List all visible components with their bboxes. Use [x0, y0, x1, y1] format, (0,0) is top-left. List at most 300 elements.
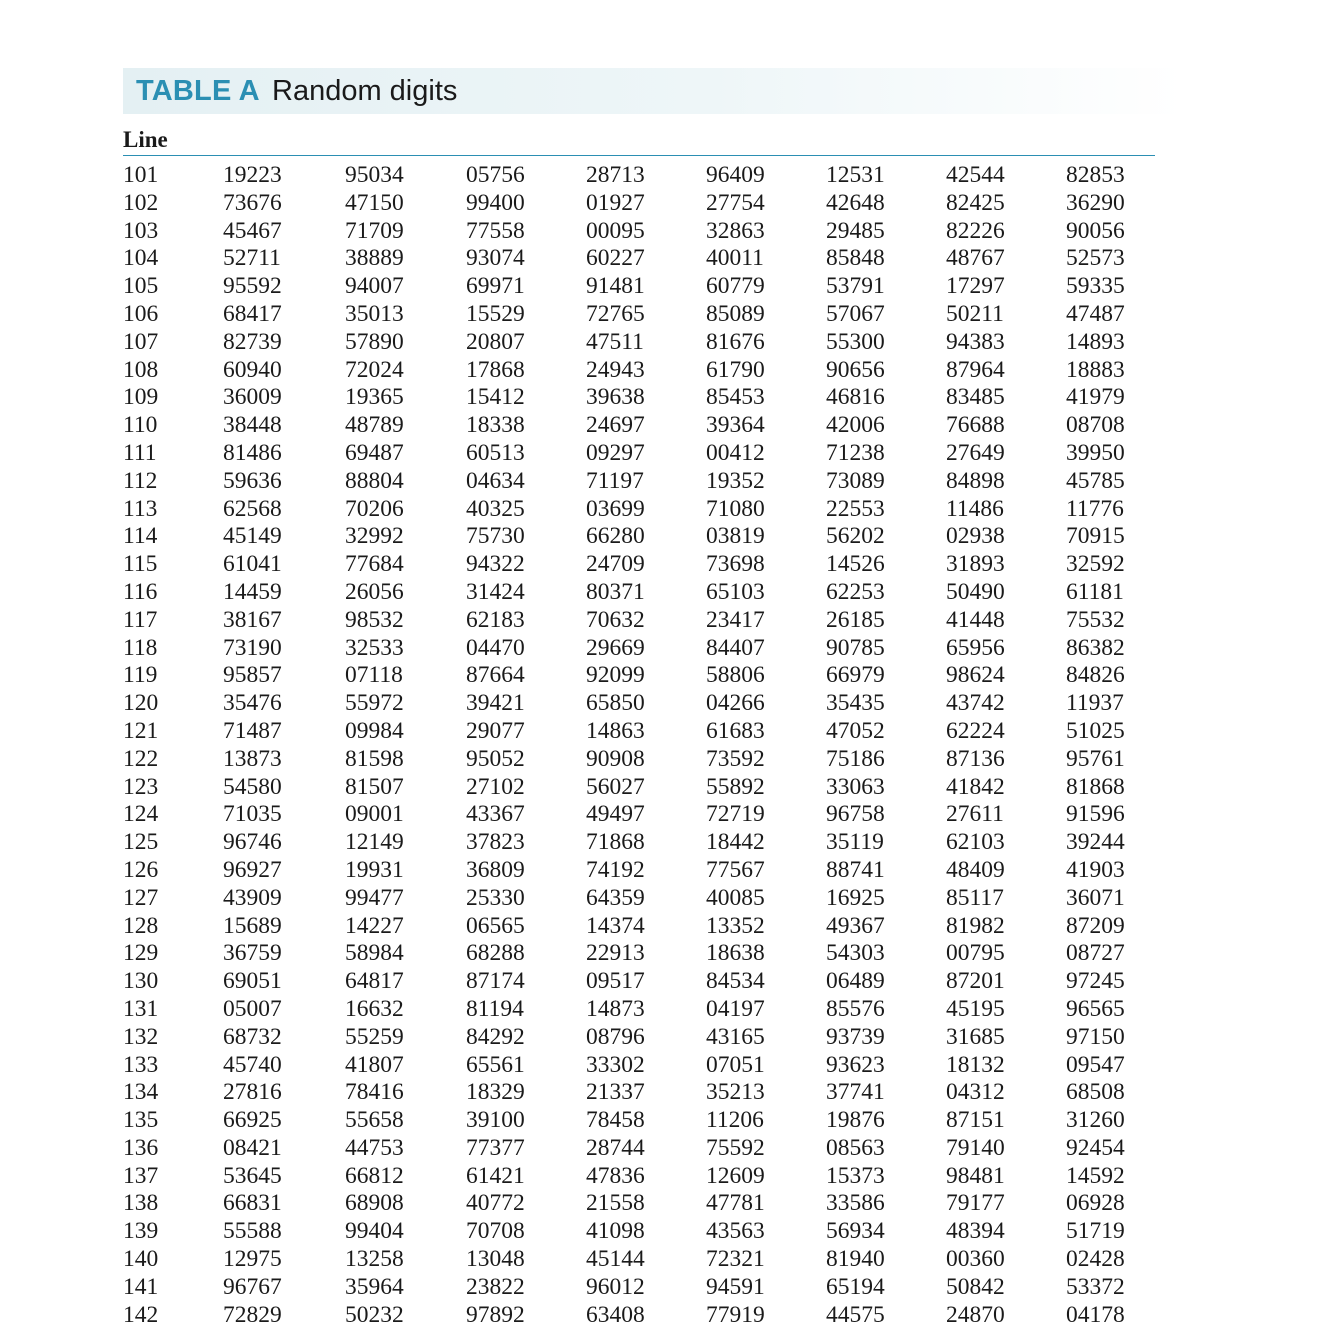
digit-group: 59636	[223, 467, 282, 494]
line-number: 122	[123, 745, 159, 772]
table-row	[0, 774, 1334, 802]
digit-group: 36809	[466, 856, 525, 883]
digit-group: 94322	[466, 551, 525, 578]
digit-group: 65850	[586, 690, 645, 717]
table-row	[0, 1107, 1334, 1135]
digit-group: 40085	[706, 884, 765, 911]
digit-group: 98481	[946, 1162, 1005, 1189]
digit-group: 39638	[586, 384, 645, 411]
digit-group: 66979	[826, 662, 885, 689]
digit-group: 41842	[946, 773, 1005, 800]
table-row	[0, 801, 1334, 829]
digit-group: 81940	[826, 1246, 885, 1273]
line-number: 110	[123, 412, 158, 439]
digit-group: 09547	[1066, 1051, 1125, 1078]
digit-group: 21558	[586, 1190, 645, 1217]
digit-group: 00095	[586, 217, 645, 244]
digit-group: 69051	[223, 968, 282, 995]
digit-group: 73698	[706, 551, 765, 578]
digit-group: 84898	[946, 467, 1005, 494]
digit-group: 91596	[1066, 801, 1125, 828]
digit-group: 84407	[706, 634, 765, 661]
digit-group: 62253	[826, 578, 885, 605]
digit-group: 61421	[466, 1162, 525, 1189]
digit-group: 84534	[706, 968, 765, 995]
digit-group: 36071	[1066, 884, 1125, 911]
digit-group: 85848	[826, 245, 885, 272]
table-row	[0, 468, 1334, 496]
line-number: 118	[123, 634, 158, 661]
line-number: 140	[123, 1246, 159, 1273]
digit-group: 51719	[1066, 1218, 1125, 1245]
digit-group: 45195	[946, 995, 1005, 1022]
digit-group: 47836	[586, 1162, 645, 1189]
table-row	[0, 718, 1334, 746]
digit-group: 96758	[826, 801, 885, 828]
line-number: 124	[123, 801, 159, 828]
digit-group: 72829	[223, 1301, 282, 1328]
digit-group: 45144	[586, 1246, 645, 1273]
digit-group: 58984	[345, 940, 404, 967]
line-number: 142	[123, 1301, 159, 1328]
digit-group: 71868	[586, 829, 645, 856]
digit-group: 43367	[466, 801, 525, 828]
table-row	[0, 496, 1334, 524]
digit-group: 82226	[946, 217, 1005, 244]
digit-group: 47150	[345, 189, 404, 216]
digit-group: 11486	[946, 495, 1004, 522]
digit-group: 13873	[223, 745, 282, 772]
digit-group: 65956	[946, 634, 1005, 661]
digit-group: 64359	[586, 884, 645, 911]
line-number: 125	[123, 829, 159, 856]
digit-group: 31893	[946, 551, 1005, 578]
digit-group: 62103	[946, 829, 1005, 856]
line-number: 135	[123, 1107, 159, 1134]
digit-group: 14459	[223, 578, 282, 605]
digit-group: 61041	[223, 551, 282, 578]
digit-group: 81194	[466, 995, 524, 1022]
digit-group: 66925	[223, 1107, 282, 1134]
line-number: 112	[123, 467, 158, 494]
digit-group: 41807	[345, 1051, 404, 1078]
digit-group: 79177	[946, 1190, 1005, 1217]
line-number: 137	[123, 1162, 159, 1189]
digit-group: 84292	[466, 1023, 525, 1050]
table-row	[0, 1163, 1334, 1191]
digit-group: 94383	[946, 328, 1005, 355]
digit-group: 92454	[1066, 1134, 1125, 1161]
digit-group: 46816	[826, 384, 885, 411]
digit-group: 41979	[1066, 384, 1125, 411]
digit-group: 70915	[1066, 523, 1125, 550]
digit-group: 43563	[706, 1218, 765, 1245]
digit-group: 39950	[1066, 439, 1125, 466]
table-row	[0, 1246, 1334, 1274]
table-row	[0, 829, 1334, 857]
table-row	[0, 329, 1334, 357]
digit-group: 57890	[345, 328, 404, 355]
digit-group: 11776	[1066, 495, 1124, 522]
table-row	[0, 301, 1334, 329]
digit-group: 18329	[466, 1079, 525, 1106]
digit-group: 71035	[223, 801, 282, 828]
digit-group: 19931	[345, 856, 404, 883]
digit-group: 99400	[466, 189, 525, 216]
digit-group: 08708	[1066, 412, 1125, 439]
line-number: 102	[123, 189, 159, 216]
line-number: 121	[123, 717, 159, 744]
digit-group: 01927	[586, 189, 645, 216]
digit-group: 33302	[586, 1051, 645, 1078]
digit-group: 87151	[946, 1107, 1005, 1134]
digit-group: 75532	[1066, 606, 1125, 633]
line-number: 134	[123, 1079, 159, 1106]
digit-group: 66280	[586, 523, 645, 550]
digit-group: 73190	[223, 634, 282, 661]
digit-group: 98532	[345, 606, 404, 633]
table-row	[0, 857, 1334, 885]
digit-group: 60940	[223, 356, 282, 383]
digit-group: 86382	[1066, 634, 1125, 661]
digit-group: 52711	[223, 245, 281, 272]
digit-group: 27102	[466, 773, 525, 800]
table-label: TABLE A	[136, 75, 260, 107]
digit-group: 95857	[223, 662, 282, 689]
digit-group: 96409	[706, 162, 765, 188]
line-number: 108	[123, 356, 159, 383]
digit-group: 45149	[223, 523, 282, 550]
line-number: 101	[123, 162, 159, 188]
digit-group: 99404	[345, 1218, 404, 1245]
digit-group: 60779	[706, 273, 765, 300]
digit-group: 54303	[826, 940, 885, 967]
digit-group: 98624	[946, 662, 1005, 689]
random-digits-table-body	[0, 162, 1334, 1329]
digit-group: 39421	[466, 690, 525, 717]
digit-group: 05007	[223, 995, 282, 1022]
digit-group: 96746	[223, 829, 282, 856]
digit-group: 56934	[826, 1218, 885, 1245]
digit-group: 72719	[706, 801, 765, 828]
digit-group: 48767	[946, 245, 1005, 272]
digit-group: 71709	[345, 217, 404, 244]
line-number: 117	[123, 606, 158, 633]
digit-group: 60513	[466, 439, 525, 466]
digit-group: 29485	[826, 217, 885, 244]
digit-group: 37741	[826, 1079, 885, 1106]
digit-group: 00795	[946, 940, 1005, 967]
digit-group: 24870	[946, 1301, 1005, 1328]
digit-group: 27816	[223, 1079, 282, 1106]
line-number: 109	[123, 384, 159, 411]
digit-group: 24709	[586, 551, 645, 578]
digit-group: 50232	[345, 1301, 404, 1328]
digit-group: 73676	[223, 189, 282, 216]
digit-group: 08421	[223, 1134, 282, 1161]
digit-group: 51025	[1066, 717, 1125, 744]
digit-group: 26056	[345, 578, 404, 605]
digit-group: 62224	[946, 717, 1005, 744]
digit-group: 64817	[345, 968, 404, 995]
digit-group: 08727	[1066, 940, 1125, 967]
digit-group: 41098	[586, 1218, 645, 1245]
digit-group: 71487	[223, 717, 282, 744]
digit-group: 47511	[586, 328, 644, 355]
digit-group: 52573	[1066, 245, 1125, 272]
digit-group: 18132	[946, 1051, 1005, 1078]
digit-group: 18638	[706, 940, 765, 967]
table-row	[0, 913, 1334, 941]
digit-group: 04470	[466, 634, 525, 661]
digit-group: 73592	[706, 745, 765, 772]
digit-group: 81982	[946, 912, 1005, 939]
digit-group: 11937	[1066, 690, 1124, 717]
digit-group: 95592	[223, 273, 282, 300]
digit-group: 14592	[1066, 1162, 1125, 1189]
digit-group: 38889	[345, 245, 404, 272]
table-row	[0, 190, 1334, 218]
digit-group: 08563	[826, 1134, 885, 1161]
digit-group: 55658	[345, 1107, 404, 1134]
line-number: 106	[123, 300, 159, 327]
digit-group: 96565	[1066, 995, 1125, 1022]
digit-group: 65561	[466, 1051, 525, 1078]
digit-group: 73089	[826, 467, 885, 494]
digit-group: 95052	[466, 745, 525, 772]
digit-group: 26185	[826, 606, 885, 633]
digit-group: 65194	[826, 1273, 885, 1300]
line-number: 136	[123, 1134, 159, 1161]
line-number: 132	[123, 1023, 159, 1050]
table-row	[0, 968, 1334, 996]
digit-group: 81507	[345, 773, 404, 800]
table-row	[0, 1135, 1334, 1163]
digit-group: 77377	[466, 1134, 525, 1161]
digit-group: 00360	[946, 1246, 1005, 1273]
line-number: 126	[123, 856, 159, 883]
line-number: 138	[123, 1190, 159, 1217]
digit-group: 12975	[223, 1246, 282, 1273]
table-row	[0, 885, 1334, 913]
digit-group: 03699	[586, 495, 645, 522]
digit-group: 55588	[223, 1218, 282, 1245]
digit-group: 87664	[466, 662, 525, 689]
digit-group: 41448	[946, 606, 1005, 633]
line-number: 107	[123, 328, 159, 355]
table-row	[0, 1190, 1334, 1218]
digit-group: 23822	[466, 1273, 525, 1300]
digit-group: 32592	[1066, 551, 1125, 578]
digit-group: 32533	[345, 634, 404, 661]
line-number: 113	[123, 495, 158, 522]
digit-group: 39364	[706, 412, 765, 439]
digit-group: 43909	[223, 884, 282, 911]
table-row	[0, 273, 1334, 301]
digit-group: 04178	[1066, 1301, 1125, 1328]
digit-group: 50842	[946, 1273, 1005, 1300]
table-row	[0, 746, 1334, 774]
digit-group: 16925	[826, 884, 885, 911]
digit-group: 75592	[706, 1134, 765, 1161]
table-row	[0, 940, 1334, 968]
digit-group: 02428	[1066, 1246, 1125, 1273]
digit-group: 35964	[345, 1273, 404, 1300]
digit-group: 29669	[586, 634, 645, 661]
digit-group: 77684	[345, 551, 404, 578]
digit-group: 72765	[586, 300, 645, 327]
table-row	[0, 1024, 1334, 1052]
digit-group: 25330	[466, 884, 525, 911]
digit-group: 12149	[345, 829, 404, 856]
digit-group: 71197	[586, 467, 644, 494]
digit-group: 36009	[223, 384, 282, 411]
digit-group: 87174	[466, 968, 525, 995]
digit-group: 72024	[345, 356, 404, 383]
digit-group: 77558	[466, 217, 525, 244]
table-row	[0, 551, 1334, 579]
digit-group: 35213	[706, 1079, 765, 1106]
digit-group: 35119	[826, 829, 884, 856]
digit-group: 53372	[1066, 1273, 1125, 1300]
digit-group: 04266	[706, 690, 765, 717]
digit-group: 87209	[1066, 912, 1125, 939]
table-row	[0, 1274, 1334, 1302]
digit-group: 72321	[706, 1246, 765, 1273]
digit-group: 96927	[223, 856, 282, 883]
digit-group: 71080	[706, 495, 765, 522]
digit-group: 49497	[586, 801, 645, 828]
digit-group: 21337	[586, 1079, 645, 1106]
digit-group: 07051	[706, 1051, 765, 1078]
digit-group: 76688	[946, 412, 1005, 439]
line-number: 119	[123, 662, 158, 689]
digit-group: 69487	[345, 439, 404, 466]
digit-group: 36759	[223, 940, 282, 967]
digit-group: 54580	[223, 773, 282, 800]
digit-group: 55972	[345, 690, 404, 717]
digit-group: 90785	[826, 634, 885, 661]
digit-group: 99477	[345, 884, 404, 911]
digit-group: 13258	[345, 1246, 404, 1273]
digit-group: 40772	[466, 1190, 525, 1217]
table-title-band	[123, 68, 1183, 114]
digit-group: 31685	[946, 1023, 1005, 1050]
digit-group: 19223	[223, 162, 282, 188]
digit-group: 38167	[223, 606, 282, 633]
digit-group: 82739	[223, 328, 282, 355]
digit-group: 66812	[345, 1162, 404, 1189]
digit-group: 19876	[826, 1107, 885, 1134]
digit-group: 28713	[586, 162, 645, 188]
digit-group: 90656	[826, 356, 885, 383]
digit-group: 61181	[1066, 578, 1124, 605]
digit-group: 65103	[706, 578, 765, 605]
digit-group: 42544	[946, 162, 1005, 188]
digit-group: 45467	[223, 217, 282, 244]
digit-group: 43165	[706, 1023, 765, 1050]
digit-group: 09984	[345, 717, 404, 744]
table-row	[0, 1079, 1334, 1107]
digit-group: 85117	[946, 884, 1004, 911]
digit-group: 77919	[706, 1301, 765, 1328]
line-number: 130	[123, 968, 159, 995]
digit-group: 93623	[826, 1051, 885, 1078]
digit-group: 40325	[466, 495, 525, 522]
line-number: 128	[123, 912, 159, 939]
digit-group: 07118	[345, 662, 403, 689]
digit-group: 95761	[1066, 745, 1125, 772]
digit-group: 06489	[826, 968, 885, 995]
digit-group: 80371	[586, 578, 645, 605]
digit-group: 39244	[1066, 829, 1125, 856]
digit-group: 94591	[706, 1273, 765, 1300]
digit-group: 42648	[826, 189, 885, 216]
digit-group: 93074	[466, 245, 525, 272]
digit-group: 53645	[223, 1162, 282, 1189]
table-row	[0, 357, 1334, 385]
table-row	[0, 412, 1334, 440]
digit-group: 04312	[946, 1079, 1005, 1106]
digit-group: 40011	[706, 245, 764, 272]
digit-group: 42006	[826, 412, 885, 439]
line-number: 115	[123, 551, 158, 578]
digit-group: 74192	[586, 856, 645, 883]
digit-group: 14526	[826, 551, 885, 578]
digit-group: 12609	[706, 1162, 765, 1189]
digit-group: 60227	[586, 245, 645, 272]
digit-group: 90056	[1066, 217, 1125, 244]
digit-group: 24943	[586, 356, 645, 383]
digit-group: 45740	[223, 1051, 282, 1078]
digit-group: 97892	[466, 1301, 525, 1328]
digit-group: 14873	[586, 995, 645, 1022]
digit-group: 70708	[466, 1218, 525, 1245]
digit-group: 41903	[1066, 856, 1125, 883]
digit-group: 68908	[345, 1190, 404, 1217]
digit-group: 59335	[1066, 273, 1125, 300]
table-row	[0, 440, 1334, 468]
digit-group: 13352	[706, 912, 765, 939]
digit-group: 87964	[946, 356, 1005, 383]
digit-group: 43742	[946, 690, 1005, 717]
digit-group: 75730	[466, 523, 525, 550]
digit-group: 58806	[706, 662, 765, 689]
table-row	[0, 690, 1334, 718]
digit-group: 18883	[1066, 356, 1125, 383]
digit-group: 50490	[946, 578, 1005, 605]
digit-group: 82853	[1066, 162, 1125, 188]
digit-group: 00412	[706, 439, 765, 466]
digit-group: 66831	[223, 1190, 282, 1217]
digit-group: 14893	[1066, 328, 1125, 355]
line-number: 141	[123, 1273, 159, 1300]
digit-group: 08796	[586, 1023, 645, 1050]
digit-group: 32863	[706, 217, 765, 244]
digit-group: 88804	[345, 467, 404, 494]
digit-group: 53791	[826, 273, 885, 300]
digit-group: 84826	[1066, 662, 1125, 689]
line-number: 111	[123, 439, 157, 466]
digit-group: 93739	[826, 1023, 885, 1050]
digit-group: 87136	[946, 745, 1005, 772]
digit-group: 78458	[586, 1107, 645, 1134]
table-row	[0, 607, 1334, 635]
digit-group: 06928	[1066, 1190, 1125, 1217]
digit-group: 28744	[586, 1134, 645, 1161]
digit-group: 48789	[345, 412, 404, 439]
table-row	[0, 523, 1334, 551]
